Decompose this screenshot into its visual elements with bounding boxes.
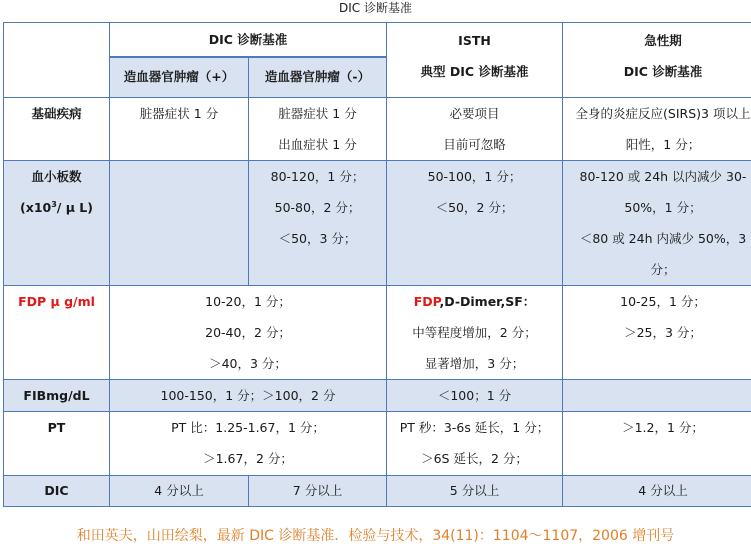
cell-pt-dic-line2: ＞1.67，2 分；: [203, 450, 293, 466]
row-label-fdp: FDP μ g/ml: [4, 285, 110, 379]
cell-basic-isth-line1: 必要项目: [449, 105, 500, 121]
header-hematopoietic-negative: 造血器官肿瘤（-）: [249, 57, 387, 97]
reference-citation: 和田英夫，山田绘梨，最新 DIC 诊断基准．检验与技术，34(11)：1104～1107，2006 增刊号: [76, 528, 675, 544]
cell-basic-neg-line2: 出血症状 1 分: [278, 136, 357, 152]
row-label-dic: DIC: [4, 475, 110, 506]
header-dic-criteria: DIC 诊断基准: [110, 23, 387, 58]
cell-basic-pos: 脏器症状 1 分: [110, 97, 249, 160]
cell-fdp-acute-line1: 10-25，1 分；: [620, 293, 706, 309]
cell-pt-dic-line1: PT 比：1.25-1.67，1 分；: [171, 419, 325, 435]
row-label-basic: 基础疾病: [4, 97, 110, 160]
cell-pt-isth: [387, 411, 563, 475]
header-corner: [4, 23, 110, 98]
platelet-unit-sup: 3: [51, 199, 57, 209]
platelet-unit-post: / μ L): [56, 199, 93, 215]
table-row: [4, 97, 751, 160]
dic-criteria-table: [3, 22, 751, 507]
cell-fdp-isth: [387, 285, 563, 379]
table-row: [4, 379, 751, 411]
cell-platelet-isth: [387, 160, 563, 285]
fdp-rest-label: ,D-Dimer,SF：: [439, 293, 536, 309]
header-hematopoietic-positive: 造血器官肿瘤（+）: [110, 57, 249, 97]
cell-fdp-dic-line2: 20-40，2 分；: [205, 324, 291, 340]
header-acute: [563, 23, 751, 98]
cell-fib-dic: 100-150，1 分；＞100，2 分: [110, 379, 387, 411]
row-label-platelet: [4, 160, 110, 285]
cell-platelet-pos: [110, 160, 249, 285]
cell-basic-acute-line1: 全身的炎症反应(SIRS)3 项以上: [575, 105, 751, 121]
cell-platelet-neg-line3: ＜50，3 分；: [278, 230, 357, 246]
cell-basic-isth-line2: 目前可忽略: [443, 136, 506, 152]
cell-fdp-dic: [110, 285, 387, 379]
cell-platelet-acute-line4: 分；: [650, 261, 676, 277]
row-label-fib: FIBmg/dL: [4, 379, 110, 411]
row-label-platelet-line1: 血小板数: [31, 168, 82, 184]
cell-dic-neg: 7 分以上: [249, 475, 387, 506]
cell-fdp-acute: [563, 285, 751, 379]
cell-basic-neg: [249, 97, 387, 160]
cell-platelet-acute-line1: 80-120 或 24h 以内减少 30-: [579, 168, 747, 184]
cell-pt-isth-line1: PT 秒：3-6s 延长，1 分；: [399, 419, 550, 435]
fdp-red-label: FDP: [413, 293, 440, 309]
cell-platelet-neg: [249, 160, 387, 285]
table-row: [4, 475, 751, 506]
row-label-platelet-line2: [4, 192, 109, 223]
cell-dic-isth: 5 分以上: [387, 475, 563, 506]
cell-basic-isth: [387, 97, 563, 160]
header-isth-line2: 典型 DIC 诊断基准: [420, 64, 529, 79]
header-isth: [387, 23, 563, 98]
cell-fdp-isth-line3: 显著增加，3 分；: [424, 355, 525, 371]
cell-fdp-acute-line2: ＞25，3 分；: [624, 324, 702, 340]
cell-platelet-neg-line2: 50-80，2 分；: [274, 199, 361, 215]
cell-platelet-acute-line3: ＜80 或 24h 内减少 50%，3: [579, 230, 747, 246]
row-label-pt: PT: [4, 411, 110, 475]
cell-pt-dic: [110, 411, 387, 475]
cell-fib-acute: [563, 379, 751, 411]
cell-fdp-isth-line2: 中等程度增加，2 分；: [412, 324, 537, 340]
cell-platelet-isth-line2: ＜50，2 分；: [435, 199, 514, 215]
cell-basic-acute-line2: 阳性，1 分；: [625, 136, 701, 152]
cell-pt-isth-line2: ＞6S 延长，2 分；: [421, 450, 528, 466]
cell-basic-neg-line1: 脏器症状 1 分: [278, 105, 357, 121]
cell-dic-pos: 4 分以上: [110, 475, 249, 506]
cell-fdp-dic-line3: ＞40，3 分；: [209, 355, 287, 371]
cell-pt-acute-line1: ＞1.2，1 分；: [622, 419, 704, 435]
table-row: [4, 285, 751, 379]
cell-pt-acute: [563, 411, 751, 475]
cell-fdp-dic-line1: 10-20，1 分；: [205, 293, 291, 309]
table-row: [4, 160, 751, 285]
cell-platelet-acute: [563, 160, 751, 285]
cell-platelet-neg-line1: 80-120，1 分；: [270, 168, 365, 184]
header-acute-line1: 急性期: [644, 33, 682, 48]
platelet-unit-pre: (x10: [20, 199, 52, 215]
cell-fdp-isth-line1: [387, 286, 562, 317]
table-row: [4, 411, 751, 475]
table-caption: DIC 诊断基准: [339, 1, 412, 15]
cell-dic-acute: 4 分以上: [563, 475, 751, 506]
cell-platelet-isth-line1: 50-100，1 分；: [427, 168, 522, 184]
header-isth-line1: ISTH: [458, 33, 491, 48]
cell-fib-isth: ＜100；1 分: [387, 379, 563, 411]
cell-basic-acute: [563, 97, 751, 160]
header-acute-line2: DIC 诊断基准: [623, 64, 703, 79]
cell-platelet-acute-line2: 50%，1 分；: [624, 199, 702, 215]
